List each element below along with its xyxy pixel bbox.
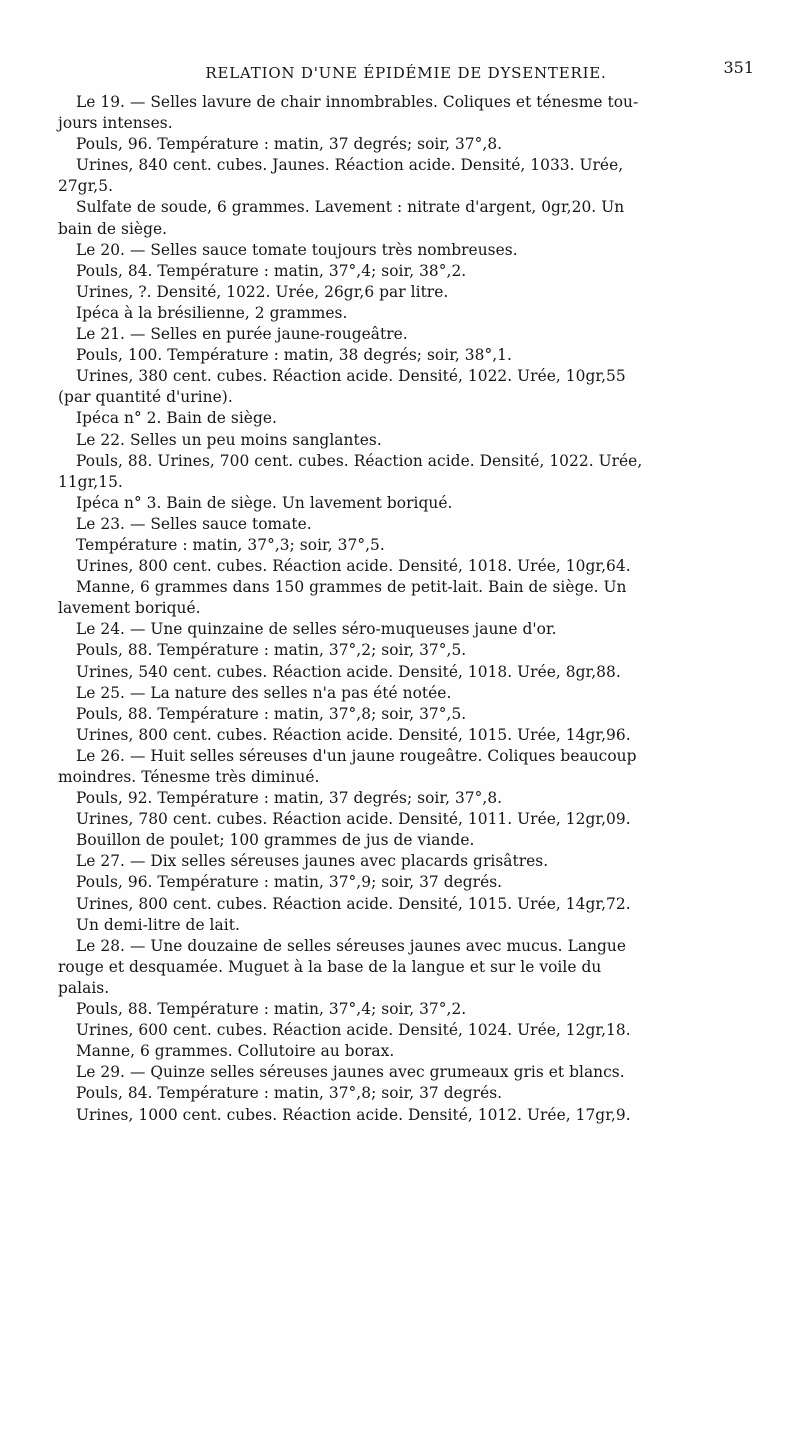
text-line: Pouls, 84. Température : matin, 37°,8; soir, 37 degrés. bbox=[76, 1084, 503, 1103]
text-line: Le 29. — Quinze selles séreuses jaunes avec grumeaux gris et blancs. bbox=[76, 1063, 625, 1082]
text-line: Urines, 380 cent. cubes. Réaction acide. Densité, 1022. Urée, 10gr,55 bbox=[76, 367, 626, 386]
text-line: bain de siège. bbox=[58, 219, 168, 238]
text-line: Pouls, 100. Température : matin, 38 degrés; soir, 38°,1. bbox=[76, 346, 512, 365]
text-line: Le 21. — Selles en purée jaune-rougeâtre. bbox=[76, 325, 408, 344]
running-header bbox=[58, 58, 754, 88]
text-line: Pouls, 88. Urines, 700 cent. cubes. Réaction acide. Densité, 1022. Urée, bbox=[76, 451, 643, 470]
text-line: lavement boriqué. bbox=[58, 599, 201, 618]
text-line: Pouls, 88. Température : matin, 37°,2; soir, 37°,5. bbox=[76, 641, 467, 660]
page-number: 351 bbox=[723, 58, 754, 77]
text-line: Urines, ?. Densité, 1022. Urée, 26gr,6 par litre. bbox=[76, 282, 449, 301]
text-line: 11gr,15. bbox=[58, 472, 123, 491]
text-line: Ipéca n° 2. Bain de siège. bbox=[76, 409, 277, 428]
text-line: jours intenses. bbox=[58, 114, 173, 133]
text-line: Le 26. — Huit selles séreuses d'un jaune rougeâtre. Coliques beaucoup bbox=[76, 746, 637, 765]
text-line: palais. bbox=[58, 978, 110, 997]
text-line: Pouls, 84. Température : matin, 37°,4; soir, 38°,2. bbox=[76, 261, 467, 280]
text-line: Pouls, 88. Température : matin, 37°,8; soir, 37°,5. bbox=[76, 704, 467, 723]
text-line: Manne, 6 grammes. Collutoire au borax. bbox=[76, 1042, 395, 1061]
text-line: Urines, 840 cent. cubes. Jaunes. Réaction acide. Densité, 1033. Urée, bbox=[76, 156, 624, 175]
text-line: Urines, 1000 cent. cubes. Réaction acide. Densité, 1012. Urée, 17gr,9. bbox=[76, 1105, 631, 1124]
text-line: Le 28. — Une douzaine de selles séreuses jaunes avec mucus. Langue bbox=[76, 936, 627, 955]
text-line: Le 22. Selles un peu moins sanglantes. bbox=[76, 430, 382, 449]
text-line: Manne, 6 grammes dans 150 grammes de petit-lait. Bain de siège. Un bbox=[76, 578, 627, 597]
text-line: Urines, 600 cent. cubes. Réaction acide. Densité, 1024. Urée, 12gr,18. bbox=[76, 1021, 631, 1040]
text-line: Bouillon de poulet; 100 grammes de jus de viande. bbox=[76, 831, 475, 850]
text-line: Le 23. — Selles sauce tomate. bbox=[76, 514, 312, 533]
text-line: Le 19. — Selles lavure de chair innombrables. Coliques et ténesme tou- bbox=[76, 93, 639, 111]
text-line: Un demi-litre de lait. bbox=[76, 915, 240, 934]
text-line: Le 24. — Une quinzaine de selles séro-muqueuses jaune d'or. bbox=[76, 620, 557, 639]
text-line: moindres. Ténesme très diminué. bbox=[58, 768, 320, 786]
text-line: Ipéca à la brésilienne, 2 grammes. bbox=[76, 303, 348, 322]
text-line: Pouls, 96. Température : matin, 37 degrés; soir, 37°,8. bbox=[76, 135, 503, 154]
text-line: Sulfate de soude, 6 grammes. Lavement : nitrate d'argent, 0gr,20. Un bbox=[76, 198, 625, 217]
text-line: Urines, 800 cent. cubes. Réaction acide. Densité, 1015. Urée, 14gr,72. bbox=[76, 894, 631, 913]
text-line: Pouls, 88. Température : matin, 37°,4; soir, 37°,2. bbox=[76, 1000, 467, 1019]
text-line: 27gr,5. bbox=[58, 177, 114, 196]
text-line: Température : matin, 37°,3; soir, 37°,5. bbox=[76, 535, 385, 554]
text-line: Urines, 800 cent. cubes. Réaction acide. Densité, 1015. Urée, 14gr,96. bbox=[76, 725, 631, 744]
text-line: Le 27. — Dix selles séreuses jaunes avec placards grisâtres. bbox=[76, 852, 549, 871]
text-line: Pouls, 96. Température : matin, 37°,9; soir, 37 degrés. bbox=[76, 873, 503, 892]
text-line: Ipéca n° 3. Bain de siège. Un lavement boriqué. bbox=[76, 493, 453, 512]
text-line: Urines, 780 cent. cubes. Réaction acide. Densité, 1011. Urée, 12gr,09. bbox=[76, 810, 631, 829]
running-title: RELATION D'UNE ÉPIDÉMIE DE DYSENTERIE. bbox=[205, 64, 607, 82]
text-line: Urines, 540 cent. cubes. Réaction acide. Densité, 1018. Urée, 8gr,88. bbox=[76, 662, 621, 681]
text-line: Urines, 800 cent. cubes. Réaction acide. Densité, 1018. Urée, 10gr,64. bbox=[76, 557, 631, 576]
text-line: rouge et desquamée. Muguet à la base de la langue et sur le voile du bbox=[58, 957, 602, 976]
text-line: (par quantité d'urine). bbox=[58, 388, 233, 407]
text-line: Le 25. — La nature des selles n'a pas été notée. bbox=[76, 683, 452, 702]
clinical-notes-text bbox=[58, 92, 744, 1126]
text-line: Le 20. — Selles sauce tomate toujours très nombreuses. bbox=[76, 240, 518, 259]
text-line: Pouls, 92. Température : matin, 37 degrés; soir, 37°,8. bbox=[76, 789, 503, 808]
